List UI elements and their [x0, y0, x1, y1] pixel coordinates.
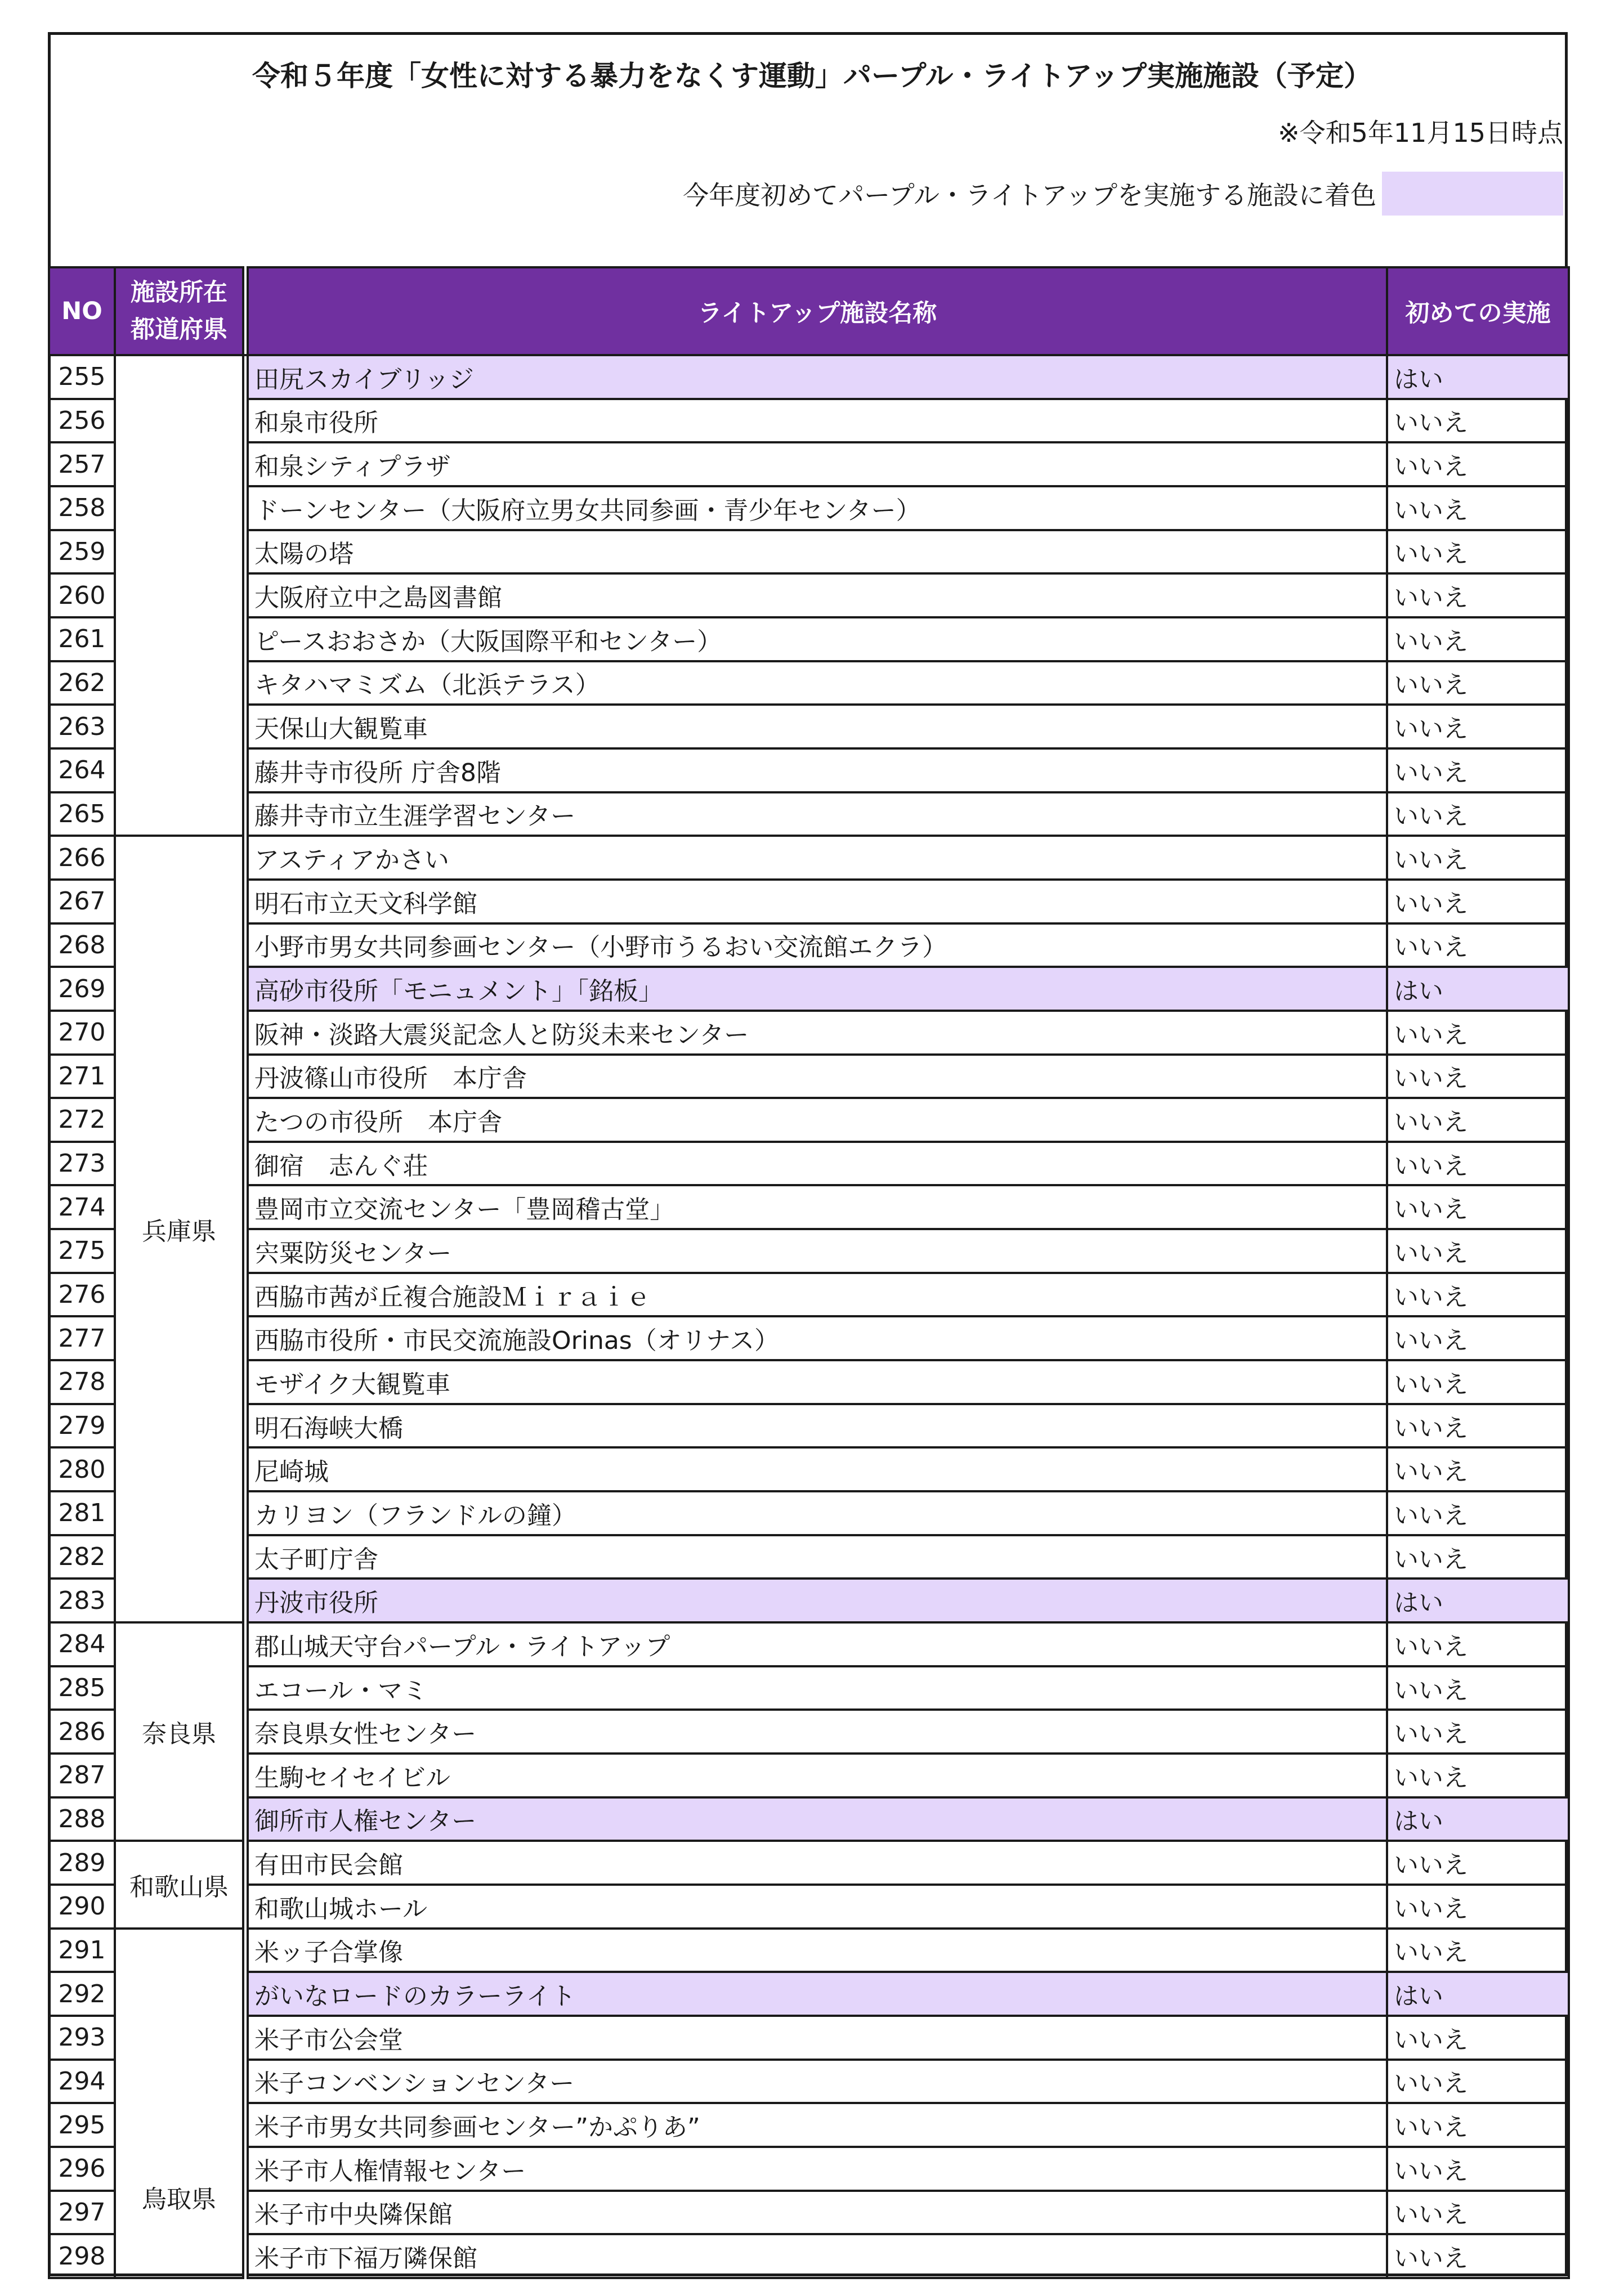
facility-name: 米子市男女共同参画センター”かぷりあ” [248, 2103, 1387, 2147]
first-time-flag: いいえ [1387, 1404, 1569, 1448]
first-time-flag: いいえ [1387, 1841, 1569, 1885]
facility-name: ピースおおさか（大阪国際平和センター） [248, 617, 1387, 661]
table-row [49, 1142, 1569, 1186]
facility-name: 有田市民会館 [248, 1841, 1387, 1885]
color-legend [683, 172, 1563, 216]
row-number: 282 [49, 1535, 115, 1579]
row-number: 280 [49, 1447, 115, 1491]
row-number: 292 [49, 1972, 115, 2016]
column-gap [243, 1797, 248, 1841]
column-gap [243, 705, 248, 748]
column-gap [243, 1754, 248, 1797]
facility-name: 田尻スカイブリッジ [248, 355, 1387, 399]
first-time-flag: いいえ [1387, 1360, 1569, 1404]
table-row [49, 2103, 1569, 2147]
facility-name: 大阪府立中之島図書館 [248, 573, 1387, 617]
facility-name: キタハマミズム（北浜テラス） [248, 661, 1387, 705]
table-row [49, 1754, 1569, 1797]
column-gap [243, 573, 248, 617]
row-number: 261 [49, 617, 115, 661]
column-gap [243, 1142, 248, 1186]
column-gap [243, 1578, 248, 1622]
column-gap [243, 2147, 248, 2191]
column-gap [243, 1972, 248, 2016]
row-number: 268 [49, 923, 115, 967]
document-title: 令和５年度「女性に対する暴力をなくす運動」パープル・ライトアップ実施施設（予定） [252, 60, 1372, 92]
first-time-flag: いいえ [1387, 1316, 1569, 1360]
facility-name: 郡山城天守台パープル・ライトアップ [248, 1622, 1387, 1666]
column-gap [243, 399, 248, 443]
facility-name: 和歌山城ホール [248, 1885, 1387, 1929]
first-time-flag: いいえ [1387, 1447, 1569, 1491]
facility-name: 西脇市茜が丘複合施設Ｍｉｒａｉｅ [248, 1273, 1387, 1317]
facility-name: 御所市人権センター [248, 1797, 1387, 1841]
facility-name: 米ッ子合掌像 [248, 1929, 1387, 1972]
table-row [49, 1229, 1569, 1273]
table-row [49, 2191, 1569, 2235]
table-row [49, 1578, 1569, 1622]
column-gap [243, 486, 248, 530]
column-gap [243, 1229, 248, 1273]
table-row [49, 1797, 1569, 1841]
facility-name: 太子町庁舎 [248, 1535, 1387, 1579]
first-time-flag: いいえ [1387, 2060, 1569, 2104]
row-number: 272 [49, 1098, 115, 1142]
row-number: 259 [49, 530, 115, 574]
row-number: 256 [49, 399, 115, 443]
row-number: 270 [49, 1011, 115, 1055]
first-time-flag: いいえ [1387, 1142, 1569, 1186]
column-gap [243, 1929, 248, 1972]
row-number: 283 [49, 1578, 115, 1622]
legend-text: 今年度初めてパープル・ライトアップを実施する施設に着色 [683, 180, 1376, 210]
first-time-flag: いいえ [1387, 1929, 1569, 1972]
table-row [49, 792, 1569, 836]
table-row [49, 1360, 1569, 1404]
first-time-flag: いいえ [1387, 923, 1569, 967]
table-row [49, 1885, 1569, 1929]
first-time-flag: いいえ [1387, 1055, 1569, 1098]
table-row [49, 1098, 1569, 1142]
column-gap [243, 1885, 248, 1929]
column-gap [243, 1055, 248, 1098]
table-row [49, 1710, 1569, 1754]
first-time-flag: いいえ [1387, 2191, 1569, 2235]
facility-name: 米子市公会堂 [248, 2016, 1387, 2060]
column-gap [243, 1841, 248, 1885]
facility-name: 米子市人権情報センター [248, 2147, 1387, 2191]
facility-name: 天保山大観覧車 [248, 705, 1387, 748]
column-gap [243, 2060, 248, 2104]
facility-name: アスティアかさい [248, 836, 1387, 880]
row-number: 264 [49, 748, 115, 792]
table-row [49, 399, 1569, 443]
row-number: 296 [49, 2147, 115, 2191]
first-time-flag: はい [1387, 1797, 1569, 1841]
table-row [49, 967, 1569, 1011]
table-row [49, 2060, 1569, 2104]
column-gap [243, 1447, 248, 1491]
row-number: 297 [49, 2191, 115, 2235]
facility-name: 生駒セイセイビル [248, 1754, 1387, 1797]
facility-name: 和泉シティプラザ [248, 442, 1387, 486]
column-gap [243, 1491, 248, 1535]
facility-name: 奈良県女性センター [248, 1710, 1387, 1754]
facility-name: 米子市中央隣保館 [248, 2191, 1387, 2235]
header-gap [243, 267, 248, 355]
row-number: 284 [49, 1622, 115, 1666]
facility-name: 和泉市役所 [248, 399, 1387, 443]
table-row [49, 836, 1569, 880]
table-row [49, 1622, 1569, 1666]
first-time-flag: いいえ [1387, 661, 1569, 705]
facility-name: 高砂市役所「モニュメント」「銘板」 [248, 967, 1387, 1011]
facility-name: 明石市立天文科学館 [248, 880, 1387, 923]
first-time-flag: いいえ [1387, 1885, 1569, 1929]
row-number: 290 [49, 1885, 115, 1929]
first-time-flag: いいえ [1387, 792, 1569, 836]
first-time-flag: いいえ [1387, 2103, 1569, 2147]
row-number: 271 [49, 1055, 115, 1098]
table-row [49, 1316, 1569, 1360]
column-gap [243, 1622, 248, 1666]
first-time-flag: いいえ [1387, 486, 1569, 530]
header-no: NO [49, 267, 115, 355]
facility-name: モザイク大観覧車 [248, 1360, 1387, 1404]
column-gap [243, 661, 248, 705]
row-number: 293 [49, 2016, 115, 2060]
row-number: 255 [49, 355, 115, 399]
row-number: 278 [49, 1360, 115, 1404]
column-gap [243, 2234, 248, 2278]
first-time-flag: いいえ [1387, 2147, 1569, 2191]
facility-name: エコール・マミ [248, 1666, 1387, 1710]
row-number: 287 [49, 1754, 115, 1797]
column-gap [243, 792, 248, 836]
row-number: 266 [49, 836, 115, 880]
first-time-flag: いいえ [1387, 1710, 1569, 1754]
row-number: 274 [49, 1185, 115, 1229]
first-time-flag: いいえ [1387, 748, 1569, 792]
table-row [49, 1841, 1569, 1885]
table-row [49, 530, 1569, 574]
as-of-date: ※令和5年11月15日時点 [1278, 118, 1563, 148]
row-number: 295 [49, 2103, 115, 2147]
first-time-flag: はい [1387, 355, 1569, 399]
row-number: 276 [49, 1273, 115, 1317]
row-number: 273 [49, 1142, 115, 1186]
row-number: 281 [49, 1491, 115, 1535]
table-row [49, 442, 1569, 486]
column-gap [243, 1535, 248, 1579]
facility-name: 小野市男女共同参画センター（小野市うるおい交流館エクラ） [248, 923, 1387, 967]
row-number: 279 [49, 1404, 115, 1448]
prefecture-cell: 奈良県 [115, 1622, 243, 1841]
first-time-flag: いいえ [1387, 1229, 1569, 1273]
table-row [49, 748, 1569, 792]
prefecture-cell: 鳥取県 [115, 1929, 243, 2278]
first-time-flag: いいえ [1387, 1622, 1569, 1666]
facility-name: ドーンセンター（大阪府立男女共同参画・青少年センター） [248, 486, 1387, 530]
row-number: 288 [49, 1797, 115, 1841]
table-row [49, 617, 1569, 661]
row-number: 275 [49, 1229, 115, 1273]
table-body [49, 355, 1569, 2278]
column-gap [243, 923, 248, 967]
facility-name: 丹波篠山市役所 本庁舎 [248, 1055, 1387, 1098]
first-time-flag: はい [1387, 1578, 1569, 1622]
first-time-flag: いいえ [1387, 1491, 1569, 1535]
row-number: 260 [49, 573, 115, 617]
column-gap [243, 748, 248, 792]
table-row [49, 355, 1569, 399]
column-gap [243, 530, 248, 574]
row-number: 262 [49, 661, 115, 705]
first-time-flag: いいえ [1387, 1535, 1569, 1579]
row-number: 294 [49, 2060, 115, 2104]
table-row [49, 1491, 1569, 1535]
table-row [49, 1929, 1569, 1972]
first-time-flag: いいえ [1387, 836, 1569, 880]
row-number: 289 [49, 1841, 115, 1885]
column-gap [243, 1011, 248, 1055]
column-gap [243, 1710, 248, 1754]
facility-name: たつの市役所 本庁舎 [248, 1098, 1387, 1142]
row-number: 285 [49, 1666, 115, 1710]
header-prefecture [115, 267, 243, 355]
first-time-flag: いいえ [1387, 573, 1569, 617]
facility-name: 阪神・淡路大震災記念人と防災未来センター [248, 1011, 1387, 1055]
row-number: 286 [49, 1710, 115, 1754]
row-number: 258 [49, 486, 115, 530]
table-row [49, 1447, 1569, 1491]
row-number: 298 [49, 2234, 115, 2278]
legend-swatch [1382, 172, 1563, 216]
table-row [49, 1273, 1569, 1317]
table-row [49, 1666, 1569, 1710]
table-row [49, 661, 1569, 705]
row-number: 277 [49, 1316, 115, 1360]
first-time-flag: いいえ [1387, 1011, 1569, 1055]
first-time-flag: いいえ [1387, 399, 1569, 443]
row-number: 257 [49, 442, 115, 486]
row-number: 263 [49, 705, 115, 748]
table-row [49, 1404, 1569, 1448]
facility-table [48, 266, 1570, 2279]
first-time-flag: いいえ [1387, 705, 1569, 748]
table-row [49, 573, 1569, 617]
facility-name: 宍粟防災センター [248, 1229, 1387, 1273]
column-gap [243, 617, 248, 661]
column-gap [243, 1185, 248, 1229]
first-time-flag: いいえ [1387, 1098, 1569, 1142]
column-gap [243, 880, 248, 923]
first-time-flag: いいえ [1387, 2016, 1569, 2060]
table-header-row [49, 267, 1569, 355]
row-number: 265 [49, 792, 115, 836]
column-gap [243, 1273, 248, 1317]
table-row [49, 2016, 1569, 2060]
table-row [49, 880, 1569, 923]
header-facility-name: ライトアップ施設名称 [248, 267, 1387, 355]
first-time-flag: はい [1387, 1972, 1569, 2016]
table-row [49, 1055, 1569, 1098]
facility-name: 米子市下福万隣保館 [248, 2234, 1387, 2278]
facility-name: 太陽の塔 [248, 530, 1387, 574]
facility-name: 米子コンベンションセンター [248, 2060, 1387, 2104]
first-time-flag: いいえ [1387, 1273, 1569, 1317]
facility-name: カリヨン（フランドルの鐘） [248, 1491, 1387, 1535]
row-number: 267 [49, 880, 115, 923]
table-row [49, 1185, 1569, 1229]
header-first-time: 初めての実施 [1387, 267, 1569, 355]
column-gap [243, 967, 248, 1011]
header-prefecture-line1: 施設所在 [131, 279, 227, 307]
facility-name: 丹波市役所 [248, 1578, 1387, 1622]
column-gap [243, 355, 248, 399]
first-time-flag: はい [1387, 967, 1569, 1011]
first-time-flag: いいえ [1387, 442, 1569, 486]
table-row [49, 486, 1569, 530]
table-row [49, 923, 1569, 967]
table-row [49, 1011, 1569, 1055]
first-time-flag: いいえ [1387, 880, 1569, 923]
facility-name: 尼崎城 [248, 1447, 1387, 1491]
table-row [49, 1972, 1569, 2016]
prefecture-cell: 兵庫県 [115, 836, 243, 1622]
table-row [49, 2234, 1569, 2278]
first-time-flag: いいえ [1387, 2234, 1569, 2278]
facility-name: 御宿 志んぐ荘 [248, 1142, 1387, 1186]
first-time-flag: いいえ [1387, 1185, 1569, 1229]
table-row [49, 705, 1569, 748]
facility-name: 藤井寺市立生涯学習センター [248, 792, 1387, 836]
first-time-flag: いいえ [1387, 530, 1569, 574]
column-gap [243, 836, 248, 880]
facility-name: がいなロードのカラーライト [248, 1972, 1387, 2016]
column-gap [243, 2191, 248, 2235]
column-gap [243, 2016, 248, 2060]
facility-name: 豊岡市立交流センター「豊岡稽古堂」 [248, 1185, 1387, 1229]
first-time-flag: いいえ [1387, 1754, 1569, 1797]
column-gap [243, 1316, 248, 1360]
facility-name: 明石海峡大橋 [248, 1404, 1387, 1448]
prefecture-cell [115, 355, 243, 836]
column-gap [243, 1404, 248, 1448]
column-gap [243, 1666, 248, 1710]
first-time-flag: いいえ [1387, 1666, 1569, 1710]
table-row [49, 1535, 1569, 1579]
facility-name: 藤井寺市役所 庁舎8階 [248, 748, 1387, 792]
table-row [49, 2147, 1569, 2191]
first-time-flag: いいえ [1387, 617, 1569, 661]
column-gap [243, 1360, 248, 1404]
row-number: 269 [49, 967, 115, 1011]
column-gap [243, 2103, 248, 2147]
column-gap [243, 1098, 248, 1142]
facility-name: 西脇市役所・市民交流施設Orinas（オリナス） [248, 1316, 1387, 1360]
row-number: 291 [49, 1929, 115, 1972]
prefecture-cell: 和歌山県 [115, 1841, 243, 1928]
header-prefecture-line2: 都道府県 [131, 316, 227, 344]
column-gap [243, 442, 248, 486]
